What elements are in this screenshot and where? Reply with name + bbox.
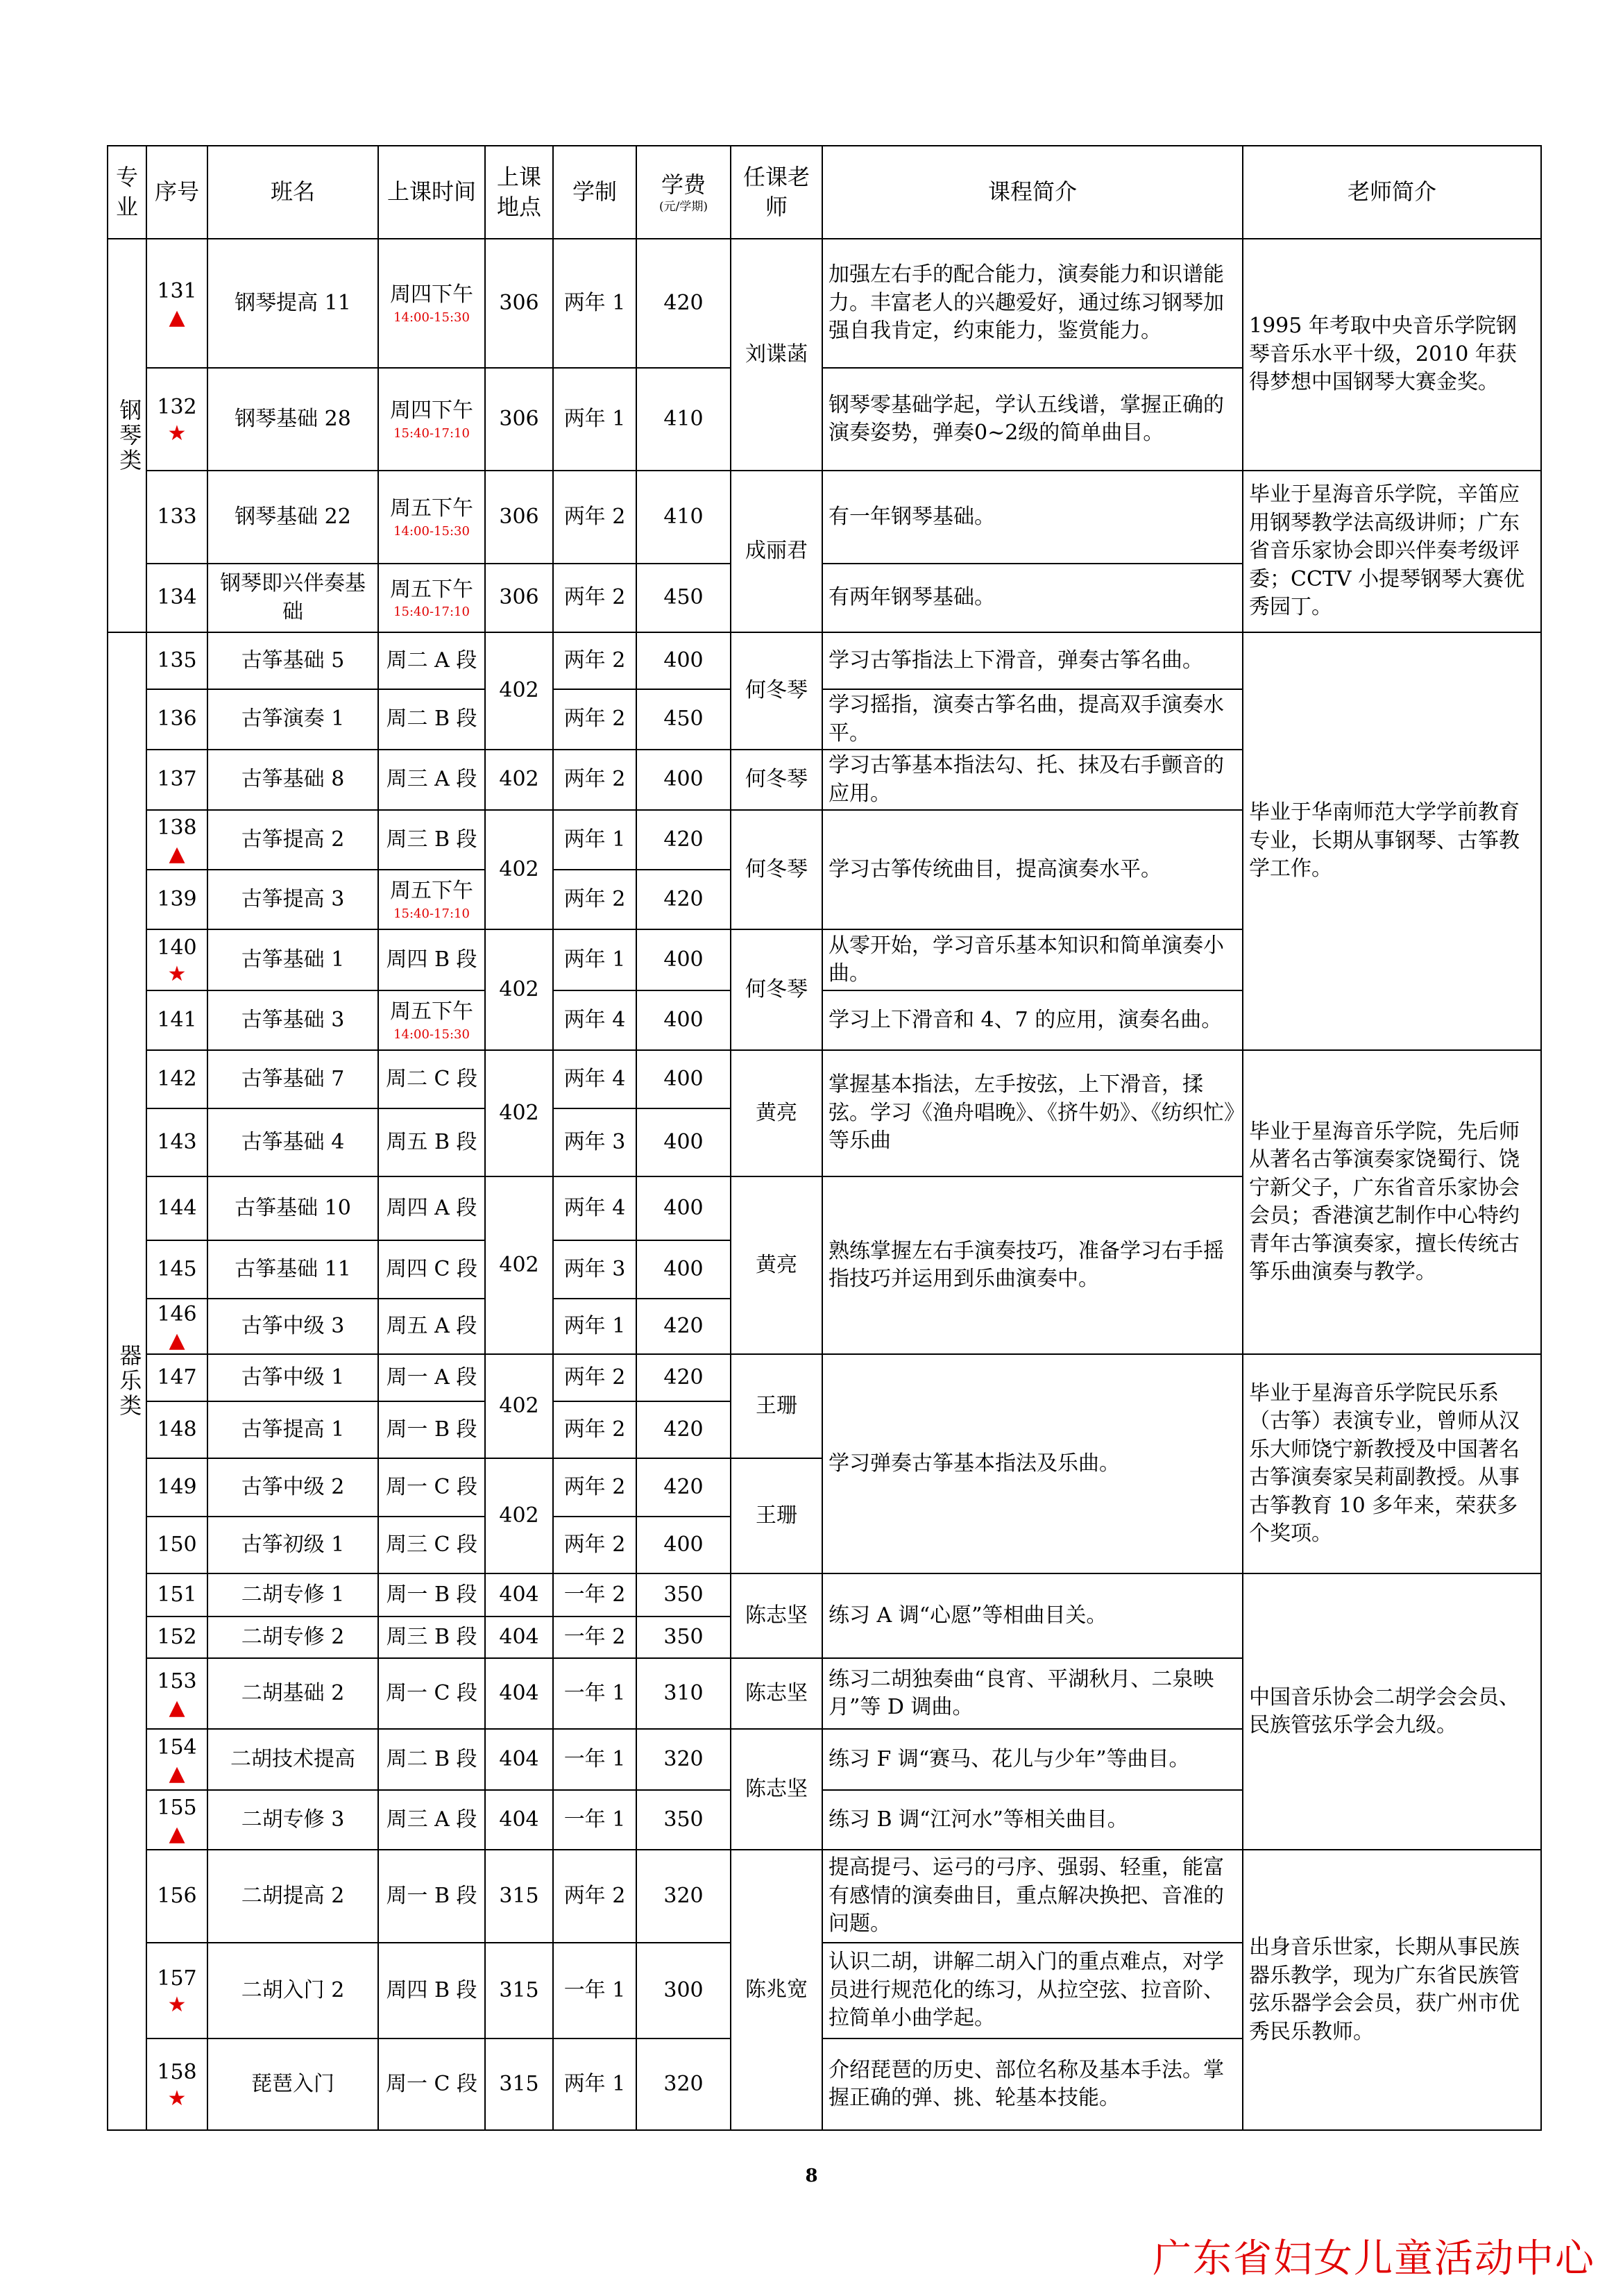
seq-cell: 134 bbox=[146, 564, 207, 632]
course-intro-cell: 学习古筝指法上下滑音，弹奏古筝名曲。 bbox=[822, 632, 1243, 689]
time-cell: 周五下午 15:40-17:10 bbox=[378, 870, 485, 929]
teacher-cell: 陈志坚 bbox=[731, 1729, 822, 1850]
time-cell: 周二 A 段 bbox=[378, 632, 485, 689]
teacher-cell: 王珊 bbox=[731, 1354, 822, 1458]
system-cell: 两年 2 bbox=[553, 870, 636, 929]
table-row bbox=[108, 1573, 1541, 1617]
system-cell: 两年 2 bbox=[553, 1850, 636, 1943]
time-cell: 周一 B 段 bbox=[378, 1573, 485, 1617]
place-cell: 402 bbox=[485, 632, 553, 750]
course-intro-cell: 加强左右手的配合能力，演奏能力和识谱能力。丰富老人的兴趣爱好，通过练习钢琴加强自我肯定，约束能力，鉴赏能力。 bbox=[822, 239, 1243, 368]
place-cell: 306 bbox=[485, 368, 553, 471]
teacher-cell: 陈志坚 bbox=[731, 1658, 822, 1729]
course-intro-cell: 练习 A 调“心愿”等相曲目关。 bbox=[822, 1573, 1243, 1658]
header-place: 上课地点 bbox=[485, 146, 553, 239]
system-cell: 两年 1 bbox=[553, 239, 636, 368]
seq-cell: 132 ★ bbox=[146, 368, 207, 471]
fee-cell: 400 bbox=[636, 929, 731, 990]
fee-cell: 420 bbox=[636, 810, 731, 870]
seq-cell: 155 ▲ bbox=[146, 1790, 207, 1850]
class-name-cell: 古筝中级 3 bbox=[207, 1299, 378, 1354]
class-name-cell: 二胡专修 1 bbox=[207, 1573, 378, 1617]
fee-cell: 350 bbox=[636, 1790, 731, 1850]
seq-cell: 131 ▲ bbox=[146, 239, 207, 368]
seq-cell: 135 bbox=[146, 632, 207, 689]
course-intro-cell: 有一年钢琴基础。 bbox=[822, 471, 1243, 564]
teacher-bio-cell: 毕业于星海音乐学院，先后师从著名古筝演奏家饶蜀行、饶宁新父子，广东省音乐家协会会员；香港演艺制作中心特约青年古筝演奏家，擅长传统古筝乐曲演奏与教学。 bbox=[1243, 1050, 1541, 1354]
seq-cell: 133 bbox=[146, 471, 207, 564]
class-name-cell: 古筝中级 2 bbox=[207, 1458, 378, 1517]
course-intro-cell: 有两年钢琴基础。 bbox=[822, 564, 1243, 632]
seq-cell: 148 bbox=[146, 1401, 207, 1458]
fee-cell: 420 bbox=[636, 1299, 731, 1354]
table-row bbox=[108, 1850, 1541, 1943]
system-cell: 两年 2 bbox=[553, 1458, 636, 1517]
class-name-cell: 古筝基础 4 bbox=[207, 1108, 378, 1176]
class-name-cell: 二胡专修 3 bbox=[207, 1790, 378, 1850]
seq-cell: 141 bbox=[146, 990, 207, 1050]
fee-cell: 320 bbox=[636, 1729, 731, 1790]
fee-cell: 400 bbox=[636, 1517, 731, 1573]
fee-cell: 400 bbox=[636, 1108, 731, 1176]
fee-cell: 410 bbox=[636, 368, 731, 471]
teacher-bio-cell: 毕业于星海音乐学院民乐系（古筝）表演专业，曾师从汉乐大师饶宁新教授及中国著名古筝演奏家吴莉副教授。从事古筝教育 10 多年来，荣获多个奖项。 bbox=[1243, 1354, 1541, 1573]
place-cell: 402 bbox=[485, 1458, 553, 1573]
time-cell: 周四下午 14:00-15:30 bbox=[378, 239, 485, 368]
time-cell: 周一 A 段 bbox=[378, 1354, 485, 1401]
course-intro-cell: 学习摇指，演奏古筝名曲，提高双手演奏水平。 bbox=[822, 689, 1243, 750]
system-cell: 两年 2 bbox=[553, 632, 636, 689]
system-cell: 两年 4 bbox=[553, 990, 636, 1050]
class-name-cell: 二胡专修 2 bbox=[207, 1617, 378, 1658]
fee-cell: 420 bbox=[636, 1401, 731, 1458]
place-cell: 402 bbox=[485, 929, 553, 1050]
header-teacher: 任课老师 bbox=[731, 146, 822, 239]
fee-cell: 300 bbox=[636, 1943, 731, 2038]
table-header-row bbox=[108, 146, 1541, 239]
class-name-cell: 古筝基础 8 bbox=[207, 750, 378, 810]
fee-cell: 400 bbox=[636, 750, 731, 810]
seq-cell: 140 ★ bbox=[146, 929, 207, 990]
course-intro-cell: 提高提弓、运弓的弓序、强弱、轻重，能富有感情的演奏曲目，重点解决换把、音准的问题。 bbox=[822, 1850, 1243, 1943]
system-cell: 一年 2 bbox=[553, 1573, 636, 1617]
course-intro-cell: 学习古筝传统曲目，提高演奏水平。 bbox=[822, 810, 1243, 929]
teacher-cell: 黄亮 bbox=[731, 1050, 822, 1176]
seq-cell: 137 bbox=[146, 750, 207, 810]
time-cell: 周二 B 段 bbox=[378, 1729, 485, 1790]
teacher-bio-cell: 出身音乐世家，长期从事民族器乐教学，现为广东省民族管弦乐器学会会员，获广州市优秀民乐教师。 bbox=[1243, 1850, 1541, 2130]
system-cell: 两年 1 bbox=[553, 929, 636, 990]
header-fee-unit: (元/学期) bbox=[659, 200, 708, 214]
seq-cell: 138 ▲ bbox=[146, 810, 207, 870]
system-cell: 两年 3 bbox=[553, 1240, 636, 1299]
seq-cell: 157 ★ bbox=[146, 1943, 207, 2038]
place-cell: 402 bbox=[485, 810, 553, 929]
header-major: 专业 bbox=[108, 146, 146, 239]
fee-cell: 420 bbox=[636, 1458, 731, 1517]
teacher-cell: 黄亮 bbox=[731, 1176, 822, 1354]
teacher-cell: 陈志坚 bbox=[731, 1573, 822, 1658]
course-intro-cell: 练习 F 调“赛马、花儿与少年”等曲目。 bbox=[822, 1729, 1243, 1790]
time-cell: 周四 C 段 bbox=[378, 1240, 485, 1299]
fee-cell: 400 bbox=[636, 1176, 731, 1240]
fee-cell: 420 bbox=[636, 1354, 731, 1401]
time-cell: 周五 A 段 bbox=[378, 1299, 485, 1354]
time-cell: 周一 B 段 bbox=[378, 1401, 485, 1458]
teacher-cell: 何冬琴 bbox=[731, 750, 822, 810]
class-name-cell: 古筝演奏 1 bbox=[207, 689, 378, 750]
time-cell: 周三 B 段 bbox=[378, 1617, 485, 1658]
class-name-cell: 二胡入门 2 bbox=[207, 1943, 378, 2038]
time-cell: 周五下午 14:00-15:30 bbox=[378, 471, 485, 564]
class-name-cell: 古筝基础 3 bbox=[207, 990, 378, 1050]
header-class-name: 班名 bbox=[207, 146, 378, 239]
class-name-cell: 琵琶入门 bbox=[207, 2038, 378, 2130]
teacher-bio-cell: 1995 年考取中央音乐学院钢琴音乐水平十级，2010 年获得梦想中国钢琴大赛金奖。 bbox=[1243, 239, 1541, 471]
seq-cell: 150 bbox=[146, 1517, 207, 1573]
class-name-cell: 钢琴基础 28 bbox=[207, 368, 378, 471]
time-cell: 周五下午 15:40-17:10 bbox=[378, 564, 485, 632]
class-name-cell: 古筝基础 7 bbox=[207, 1050, 378, 1108]
system-cell: 两年 2 bbox=[553, 564, 636, 632]
system-cell: 两年 1 bbox=[553, 810, 636, 870]
system-cell: 两年 2 bbox=[553, 471, 636, 564]
place-cell: 402 bbox=[485, 1176, 553, 1354]
place-cell: 402 bbox=[485, 1050, 553, 1176]
teacher-bio-cell: 毕业于星海音乐学院，辛笛应用钢琴教学法高级讲师；广东省音乐家协会即兴伴奏考级评委；CCTV 小提琴钢琴大赛优秀园丁。 bbox=[1243, 471, 1541, 632]
fee-cell: 400 bbox=[636, 1240, 731, 1299]
class-name-cell: 古筝基础 1 bbox=[207, 929, 378, 990]
time-cell: 周四 B 段 bbox=[378, 929, 485, 990]
time-cell: 周四 B 段 bbox=[378, 1943, 485, 2038]
course-intro-cell: 练习 B 调“江河水”等相关曲目。 bbox=[822, 1790, 1243, 1850]
course-intro-cell: 熟练掌握左右手演奏技巧，准备学习右手摇指技巧并运用到乐曲演奏中。 bbox=[822, 1176, 1243, 1354]
system-cell: 两年 2 bbox=[553, 689, 636, 750]
header-time: 上课时间 bbox=[378, 146, 485, 239]
time-cell: 周一 B 段 bbox=[378, 1850, 485, 1943]
fee-cell: 350 bbox=[636, 1573, 731, 1617]
system-cell: 一年 1 bbox=[553, 1790, 636, 1850]
class-name-cell: 古筝基础 5 bbox=[207, 632, 378, 689]
seq-cell: 136 bbox=[146, 689, 207, 750]
course-intro-cell: 认识二胡，讲解二胡入门的重点难点，对学员进行规范化的练习，从拉空弦、拉音阶、拉简单小曲学起。 bbox=[822, 1943, 1243, 2038]
class-name-cell: 古筝提高 3 bbox=[207, 870, 378, 929]
page-number: 8 bbox=[805, 2166, 818, 2186]
seq-cell: 154 ▲ bbox=[146, 1729, 207, 1790]
fee-cell: 310 bbox=[636, 1658, 731, 1729]
seq-cell: 139 bbox=[146, 870, 207, 929]
class-name-cell: 古筝基础 10 bbox=[207, 1176, 378, 1240]
time-cell: 周四下午 15:40-17:10 bbox=[378, 368, 485, 471]
seq-cell: 151 bbox=[146, 1573, 207, 1617]
place-cell: 306 bbox=[485, 564, 553, 632]
class-name-cell: 二胡技术提高 bbox=[207, 1729, 378, 1790]
fee-cell: 320 bbox=[636, 2038, 731, 2130]
system-cell: 两年 3 bbox=[553, 1108, 636, 1176]
place-cell: 306 bbox=[485, 239, 553, 368]
table-row bbox=[108, 1354, 1541, 1401]
class-name-cell: 古筝提高 1 bbox=[207, 1401, 378, 1458]
time-cell: 周一 C 段 bbox=[378, 2038, 485, 2130]
time-cell: 周三 A 段 bbox=[378, 1790, 485, 1850]
seq-cell: 144 bbox=[146, 1176, 207, 1240]
teacher-cell: 何冬琴 bbox=[731, 810, 822, 929]
class-name-cell: 二胡基础 2 bbox=[207, 1658, 378, 1729]
course-intro-cell: 学习弹奏古筝基本指法及乐曲。 bbox=[822, 1354, 1243, 1573]
time-cell: 周三 C 段 bbox=[378, 1517, 485, 1573]
course-intro-cell: 掌握基本指法，左手按弦，上下滑音，揉弦。学习《渔舟唱晚》、《挤牛奶》、《纺织忙》等乐曲 bbox=[822, 1050, 1243, 1176]
time-cell: 周三 B 段 bbox=[378, 810, 485, 870]
time-cell: 周二 C 段 bbox=[378, 1050, 485, 1108]
major-cell-piano: 钢琴类 bbox=[108, 239, 146, 632]
place-cell: 404 bbox=[485, 1790, 553, 1850]
time-cell: 周五下午 14:00-15:30 bbox=[378, 990, 485, 1050]
course-intro-cell: 介绍琵琶的历史、部位名称及基本手法。掌握正确的弹、挑、轮基本技能。 bbox=[822, 2038, 1243, 2130]
course-intro-cell: 学习古筝基本指法勾、托、抹及右手颤音的应用。 bbox=[822, 750, 1243, 810]
header-fee: 学费 (元/学期) bbox=[636, 146, 731, 239]
time-cell: 周四 A 段 bbox=[378, 1176, 485, 1240]
teacher-cell: 何冬琴 bbox=[731, 929, 822, 1050]
organization-name: 广东省妇女儿童活动中心 bbox=[1153, 2236, 1595, 2281]
teacher-cell: 成丽君 bbox=[731, 471, 822, 632]
fee-cell: 400 bbox=[636, 990, 731, 1050]
fee-cell: 420 bbox=[636, 870, 731, 929]
class-name-cell: 古筝基础 11 bbox=[207, 1240, 378, 1299]
system-cell: 一年 1 bbox=[553, 1658, 636, 1729]
place-cell: 315 bbox=[485, 1943, 553, 2038]
header-teacher-intro: 老师简介 bbox=[1243, 146, 1541, 239]
fee-cell: 420 bbox=[636, 239, 731, 368]
seq-cell: 149 bbox=[146, 1458, 207, 1517]
course-intro-cell: 从零开始，学习音乐基本知识和简单演奏小曲。 bbox=[822, 929, 1243, 990]
fee-cell: 400 bbox=[636, 1050, 731, 1108]
seq-cell: 152 bbox=[146, 1617, 207, 1658]
table-row bbox=[108, 1050, 1541, 1108]
system-cell: 两年 2 bbox=[553, 1354, 636, 1401]
class-name-cell: 钢琴基础 22 bbox=[207, 471, 378, 564]
table-row bbox=[108, 632, 1541, 689]
class-name-cell: 古筝中级 1 bbox=[207, 1354, 378, 1401]
time-cell: 周一 C 段 bbox=[378, 1658, 485, 1729]
seq-cell: 156 bbox=[146, 1850, 207, 1943]
course-intro-cell: 练习二胡独奏曲“良宵、平湖秋月、二泉映月”等 D 调曲。 bbox=[822, 1658, 1243, 1729]
fee-cell: 410 bbox=[636, 471, 731, 564]
teacher-bio-cell: 毕业于华南师范大学学前教育专业，长期从事钢琴、古筝教学工作。 bbox=[1243, 632, 1541, 1050]
system-cell: 一年 1 bbox=[553, 1729, 636, 1790]
place-cell: 402 bbox=[485, 1354, 553, 1458]
fee-cell: 450 bbox=[636, 689, 731, 750]
class-name-cell: 二胡提高 2 bbox=[207, 1850, 378, 1943]
course-intro-cell: 钢琴零基础学起，学认五线谱，掌握正确的演奏姿势，弹奏0~2级的简单曲目。 bbox=[822, 368, 1243, 471]
fee-cell: 350 bbox=[636, 1617, 731, 1658]
seq-cell: 153 ▲ bbox=[146, 1658, 207, 1729]
fee-cell: 450 bbox=[636, 564, 731, 632]
time-cell: 周二 B 段 bbox=[378, 689, 485, 750]
fee-cell: 400 bbox=[636, 632, 731, 689]
teacher-cell: 何冬琴 bbox=[731, 632, 822, 750]
table-row bbox=[108, 471, 1541, 564]
seq-cell: 142 bbox=[146, 1050, 207, 1108]
class-name-cell: 钢琴即兴伴奏基础 bbox=[207, 564, 378, 632]
place-cell: 404 bbox=[485, 1658, 553, 1729]
header-course-intro: 课程简介 bbox=[822, 146, 1243, 239]
teacher-cell: 刘谍菡 bbox=[731, 239, 822, 471]
time-cell: 周五 B 段 bbox=[378, 1108, 485, 1176]
seq-cell: 146 ▲ bbox=[146, 1299, 207, 1354]
system-cell: 一年 2 bbox=[553, 1617, 636, 1658]
seq-cell: 158 ★ bbox=[146, 2038, 207, 2130]
system-cell: 两年 2 bbox=[553, 750, 636, 810]
system-cell: 两年 1 bbox=[553, 368, 636, 471]
system-cell: 两年 2 bbox=[553, 1517, 636, 1573]
place-cell: 404 bbox=[485, 1617, 553, 1658]
schedule-table bbox=[107, 145, 1542, 2131]
place-cell: 306 bbox=[485, 471, 553, 564]
seq-cell: 143 bbox=[146, 1108, 207, 1176]
place-cell: 404 bbox=[485, 1729, 553, 1790]
system-cell: 两年 1 bbox=[553, 1299, 636, 1354]
class-name-cell: 钢琴提高 11 bbox=[207, 239, 378, 368]
system-cell: 一年 1 bbox=[553, 1943, 636, 2038]
time-cell: 周三 A 段 bbox=[378, 750, 485, 810]
system-cell: 两年 4 bbox=[553, 1176, 636, 1240]
class-name-cell: 古筝初级 1 bbox=[207, 1517, 378, 1573]
course-intro-cell: 学习上下滑音和 4、7 的应用，演奏名曲。 bbox=[822, 990, 1243, 1050]
place-cell: 315 bbox=[485, 1850, 553, 1943]
system-cell: 两年 2 bbox=[553, 1401, 636, 1458]
header-system: 学制 bbox=[553, 146, 636, 239]
seq-cell: 145 bbox=[146, 1240, 207, 1299]
place-cell: 402 bbox=[485, 750, 553, 810]
teacher-cell: 陈兆宽 bbox=[731, 1850, 822, 2130]
header-seq: 序号 bbox=[146, 146, 207, 239]
seq-cell: 147 bbox=[146, 1354, 207, 1401]
table-row bbox=[108, 239, 1541, 368]
system-cell: 两年 1 bbox=[553, 2038, 636, 2130]
place-cell: 315 bbox=[485, 2038, 553, 2130]
place-cell: 404 bbox=[485, 1573, 553, 1617]
teacher-bio-cell: 中国音乐协会二胡学会会员、民族管弦乐学会九级。 bbox=[1243, 1573, 1541, 1850]
time-cell: 周一 C 段 bbox=[378, 1458, 485, 1517]
major-cell-instrument: 器乐类 bbox=[108, 632, 146, 2130]
teacher-cell: 王珊 bbox=[731, 1458, 822, 1573]
class-name-cell: 古筝提高 2 bbox=[207, 810, 378, 870]
fee-cell: 320 bbox=[636, 1850, 731, 1943]
system-cell: 两年 4 bbox=[553, 1050, 636, 1108]
